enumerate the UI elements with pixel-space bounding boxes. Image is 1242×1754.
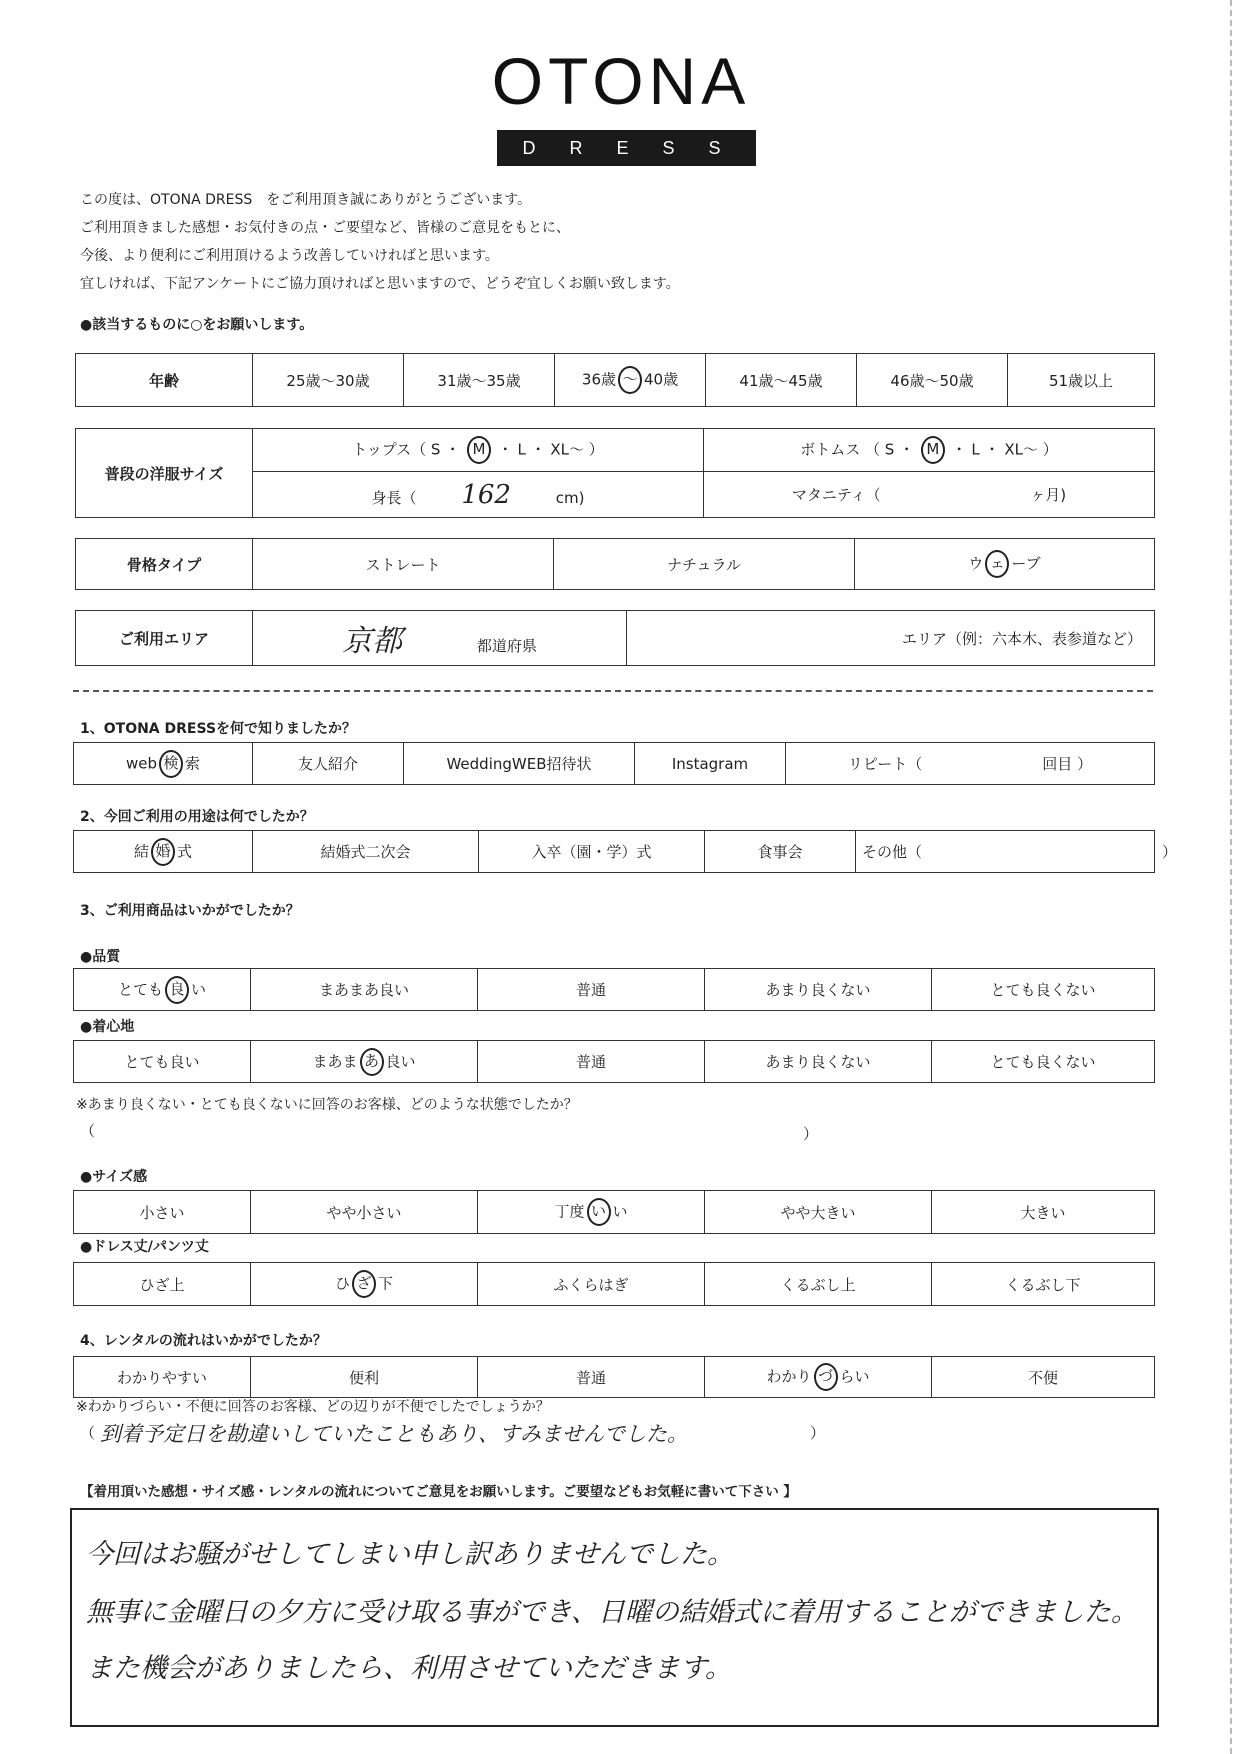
intro-line: この度は、OTONA DRESS をご利用頂き誠にありがとうございます。 <box>80 192 532 208</box>
quality-options <box>73 968 1155 1011</box>
q2-option[interactable]: 結婚式二次会 <box>253 831 479 873</box>
q1-option-selected[interactable]: web 検 索 <box>74 743 253 785</box>
q4-note: ※わかりづらい・不便に回答のお客様、どの辺りが不便でしたでしょうか？ <box>76 1399 550 1415</box>
q1-title: 1、OTONA DRESSを何で知りましたか？ <box>80 721 357 737</box>
intro-line: ご利用頂きました感想・お気付きの点・ご要望など、皆様のご意見をもとに、 <box>80 220 570 236</box>
body-type-option[interactable]: ナチュラル <box>554 539 855 590</box>
fit-label: ●サイズ感 <box>80 1169 148 1185</box>
comfort-option[interactable]: とても良い <box>74 1041 251 1083</box>
area-table <box>75 610 1155 666</box>
q1-option[interactable]: リピート（ 回目 ） <box>786 743 1155 785</box>
prefecture-field[interactable] <box>253 611 627 666</box>
circle-mark-icon: ～ <box>618 366 642 394</box>
body-type-table <box>75 538 1155 590</box>
fit-option[interactable]: やや小さい <box>251 1191 478 1234</box>
quality-label: ●品質 <box>80 949 121 965</box>
fit-option-selected[interactable]: 丁度 い い <box>478 1191 705 1234</box>
q4-option[interactable]: 便利 <box>251 1357 478 1398</box>
length-option-selected[interactable]: ひ ざ 下 <box>251 1263 478 1306</box>
circle-mark-icon: ざ <box>352 1270 376 1298</box>
q2-title: 2、今回ご利用の用途は何でしたか？ <box>80 809 314 825</box>
fit-options <box>73 1190 1155 1234</box>
q1-option[interactable]: 友人紹介 <box>253 743 404 785</box>
age-table <box>75 353 1155 407</box>
quality-option[interactable]: まあまあ良い <box>251 969 478 1011</box>
quality-option-selected[interactable]: とても 良 い <box>74 969 251 1011</box>
scan-edge <box>1230 0 1233 1754</box>
fit-option[interactable]: 小さい <box>74 1191 251 1234</box>
q4-title: 4、レンタルの流れはいかがでしたか？ <box>80 1333 327 1349</box>
body-type-label: 骨格タイプ <box>76 539 253 590</box>
fit-option[interactable]: 大きい <box>932 1191 1155 1234</box>
q4-option[interactable]: 不便 <box>932 1357 1155 1398</box>
q2-option[interactable]: 入卒（園・学）式 <box>479 831 705 873</box>
q1-option[interactable]: WeddingWEB招待状 <box>404 743 635 785</box>
comfort-option[interactable]: 普通 <box>478 1041 705 1083</box>
maternity-unit: ヶ月) <box>1030 486 1067 504</box>
comfort-option-selected[interactable]: まあま あ 良い <box>251 1041 478 1083</box>
circle-mark-icon: 検 <box>159 750 183 778</box>
circle-mark-icon: 良 <box>165 976 189 1004</box>
tops-size-field[interactable] <box>253 429 704 472</box>
tops-prefix: トップス（ S ・ <box>352 440 461 459</box>
q4-options <box>73 1356 1155 1398</box>
height-label: 身長（ <box>371 488 417 507</box>
comfort-label: ●着心地 <box>80 1019 135 1035</box>
circle-mark-icon: あ <box>360 1048 384 1076</box>
comfort-option[interactable]: あまり良くない <box>705 1041 932 1083</box>
age-option[interactable]: 46歳～50歳 <box>857 354 1008 407</box>
tops-selected-size: M <box>467 436 491 464</box>
brand-logo-title: OTONA <box>491 44 751 118</box>
brand-logo-subtitle: DRESS <box>497 130 756 166</box>
comfort-options <box>73 1040 1155 1083</box>
height-unit: cm) <box>555 488 585 507</box>
q4-option[interactable]: 普通 <box>478 1357 705 1398</box>
feedback-title: 【着用頂いた感想・サイズ感・レンタルの流れについてご意見をお願いします。ご要望などもお気軽に書いて下さい 】 <box>80 1484 797 1500</box>
q2-option-selected[interactable]: 結 婚 式 <box>74 831 253 873</box>
length-options <box>73 1262 1155 1306</box>
feedback-line: また機会がありましたら、利用させていただきます。 <box>86 1653 732 1684</box>
body-type-option-selected[interactable]: ウ ェ ーブ <box>855 539 1155 590</box>
area-detail-field[interactable]: エリア（例：六本木、表参道など） <box>627 611 1155 666</box>
circle-mark-icon: 婚 <box>151 838 175 866</box>
body-type-option[interactable]: ストレート <box>253 539 554 590</box>
length-option[interactable]: くるぶし下 <box>932 1263 1155 1306</box>
q1-options <box>73 742 1155 785</box>
prefecture-value: 京都 <box>342 624 403 659</box>
intro-text <box>80 186 680 298</box>
length-option[interactable]: くるぶし上 <box>705 1263 932 1306</box>
q2-option[interactable]: 食事会 <box>705 831 856 873</box>
q3-title: 3、ご利用商品はいかがでしたか？ <box>80 903 300 919</box>
circle-mark-icon: ェ <box>985 550 1009 578</box>
age-option-selected[interactable]: 36歳 ～ 40歳 <box>555 354 706 407</box>
q4-answer: 到着予定日を勘違いしていたこともあり、すみませんでした。 <box>100 1422 688 1446</box>
intro-line: 今後、より便利にご利用頂けるよう改善していければと思います。 <box>80 248 499 264</box>
feedback-line: 今回はお騒がせしてしまい申し訳ありませんでした。 <box>86 1539 734 1570</box>
size-table <box>75 428 1155 518</box>
maternity-field[interactable] <box>704 472 1155 518</box>
bottoms-size-field[interactable] <box>704 429 1155 472</box>
size-label: 普段の洋服サイズ <box>76 429 253 518</box>
bottoms-suffix: ・ L ・ XL～ ） <box>951 440 1058 459</box>
feedback-line: 無事に金曜日の夕方に受け取る事ができ、日曜の結婚式に着用することができました。 <box>86 1597 1138 1628</box>
length-option[interactable]: ふくらはぎ <box>478 1263 705 1306</box>
area-label: ご利用エリア <box>76 611 253 666</box>
section-divider <box>73 690 1153 692</box>
instruction-heading: ●該当するものに○をお願いします。 <box>80 317 314 333</box>
q4-answer-open: （ <box>80 1424 96 1442</box>
quality-option[interactable]: あまり良くない <box>705 969 932 1011</box>
comfort-note: ※あまり良くない・とても良くないに回答のお客様、どのような状態でしたか？ <box>76 1097 578 1113</box>
q2-options <box>73 830 1178 873</box>
circle-mark-icon: づ <box>814 1363 838 1391</box>
age-label: 年齢 <box>76 354 253 407</box>
length-label: ●ドレス丈/パンツ丈 <box>80 1239 209 1255</box>
q4-option[interactable]: わかりやすい <box>74 1357 251 1398</box>
age-option[interactable]: 51歳以上 <box>1008 354 1155 407</box>
quality-option[interactable]: とても良くない <box>932 969 1155 1011</box>
tops-suffix: ・ L ・ XL～ ） <box>497 440 604 459</box>
maternity-label: マタニティ（ <box>791 486 881 504</box>
quality-option[interactable]: 普通 <box>478 969 705 1011</box>
comfort-option[interactable]: とても良くない <box>932 1041 1155 1083</box>
fit-option[interactable]: やや大きい <box>705 1191 932 1234</box>
bottoms-prefix: ボトムス （ S ・ <box>800 440 915 459</box>
q4-option-selected[interactable]: わかり づ らい <box>705 1357 932 1398</box>
age-option[interactable]: 25歳～30歳 <box>253 354 404 407</box>
circle-mark-icon: い <box>587 1198 611 1226</box>
age-option[interactable]: 31歳～35歳 <box>404 354 555 407</box>
prefecture-suffix: 都道府県 <box>476 637 537 655</box>
q4-answer-close: ） <box>810 1424 826 1442</box>
age-option[interactable]: 41歳～45歳 <box>706 354 857 407</box>
comfort-note-close: ） <box>803 1125 819 1143</box>
length-option[interactable]: ひざ上 <box>74 1263 251 1306</box>
comfort-note-open: （ <box>80 1122 96 1140</box>
height-field[interactable] <box>253 472 704 518</box>
intro-line: 宜しければ、下記アンケートにご協力頂ければと思いますので、どうぞ宜しくお願い致します。 <box>80 276 680 292</box>
height-value: 162 <box>461 479 511 510</box>
q2-option[interactable]: その他（ ） <box>856 831 1155 873</box>
q1-option[interactable]: Instagram <box>635 743 786 785</box>
bottoms-selected-size: M <box>921 436 945 464</box>
feedback-box[interactable] <box>70 1508 1159 1727</box>
